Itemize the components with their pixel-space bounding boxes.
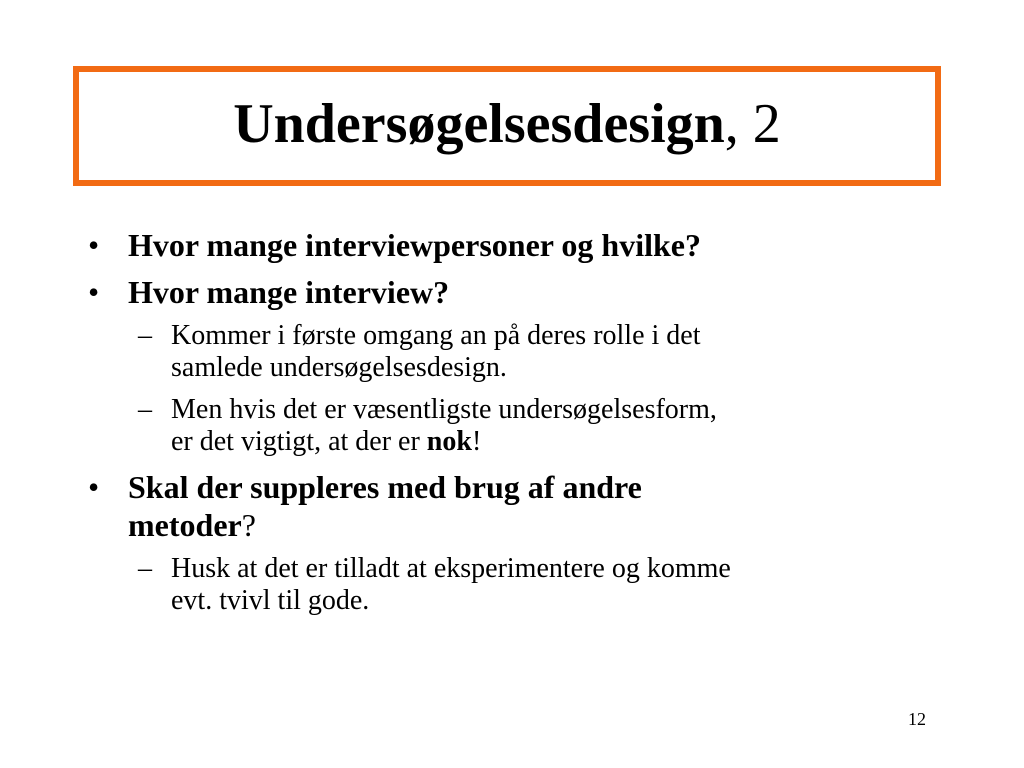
dash-glyph: – (138, 320, 152, 351)
bullet-glyph: • (88, 469, 100, 505)
sub-bullet-text: Kommer i første omgang an på deres rolle i det (171, 320, 701, 351)
bullet-text (128, 469, 642, 543)
sub-bullet-text: Husk at det er tilladt at eksperimentere og komme (171, 553, 731, 584)
bullet-text: Hvor mange interview? (128, 274, 450, 310)
page-number: 12 (908, 709, 926, 729)
bullet-glyph: • (88, 227, 100, 263)
bullet-text-punct: ? (241, 507, 256, 543)
slide-title (233, 93, 781, 155)
bullet-text: Hvor mange interviewpersoner og hvilke? (128, 227, 701, 263)
slide-title-main: Undersøgelsesdesign (233, 93, 725, 155)
sub-bullet-text: Men hvis det er væsentligste undersøgelsesform, (171, 394, 717, 425)
bullet-item (88, 226, 968, 264)
slide-content (88, 226, 968, 627)
sub-bullet-text: samlede undersøgelsesdesign. (171, 352, 507, 383)
emphasis-text: nok (426, 426, 472, 457)
bullet-glyph: • (88, 274, 100, 310)
sub-bullet-text: evt. tvivl til gode. (171, 585, 370, 616)
bullet-text-line1: Skal der suppleres med brug af andre (128, 469, 642, 505)
sub-bullet-text: ! (471, 426, 482, 457)
sub-bullet-item (88, 553, 951, 617)
sub-bullet-item (88, 394, 951, 458)
title-box (73, 66, 941, 186)
bullet-text-emphasis: metoder (128, 507, 242, 543)
bullet-item (88, 273, 968, 311)
dash-glyph: – (138, 553, 152, 584)
slide-title-suffix: , 2 (724, 93, 781, 155)
sub-bullet-text: er det vigtigt, at der er (171, 426, 427, 457)
bullet-item (88, 468, 968, 544)
dash-glyph: – (138, 394, 152, 425)
sub-bullet-item (88, 320, 951, 384)
